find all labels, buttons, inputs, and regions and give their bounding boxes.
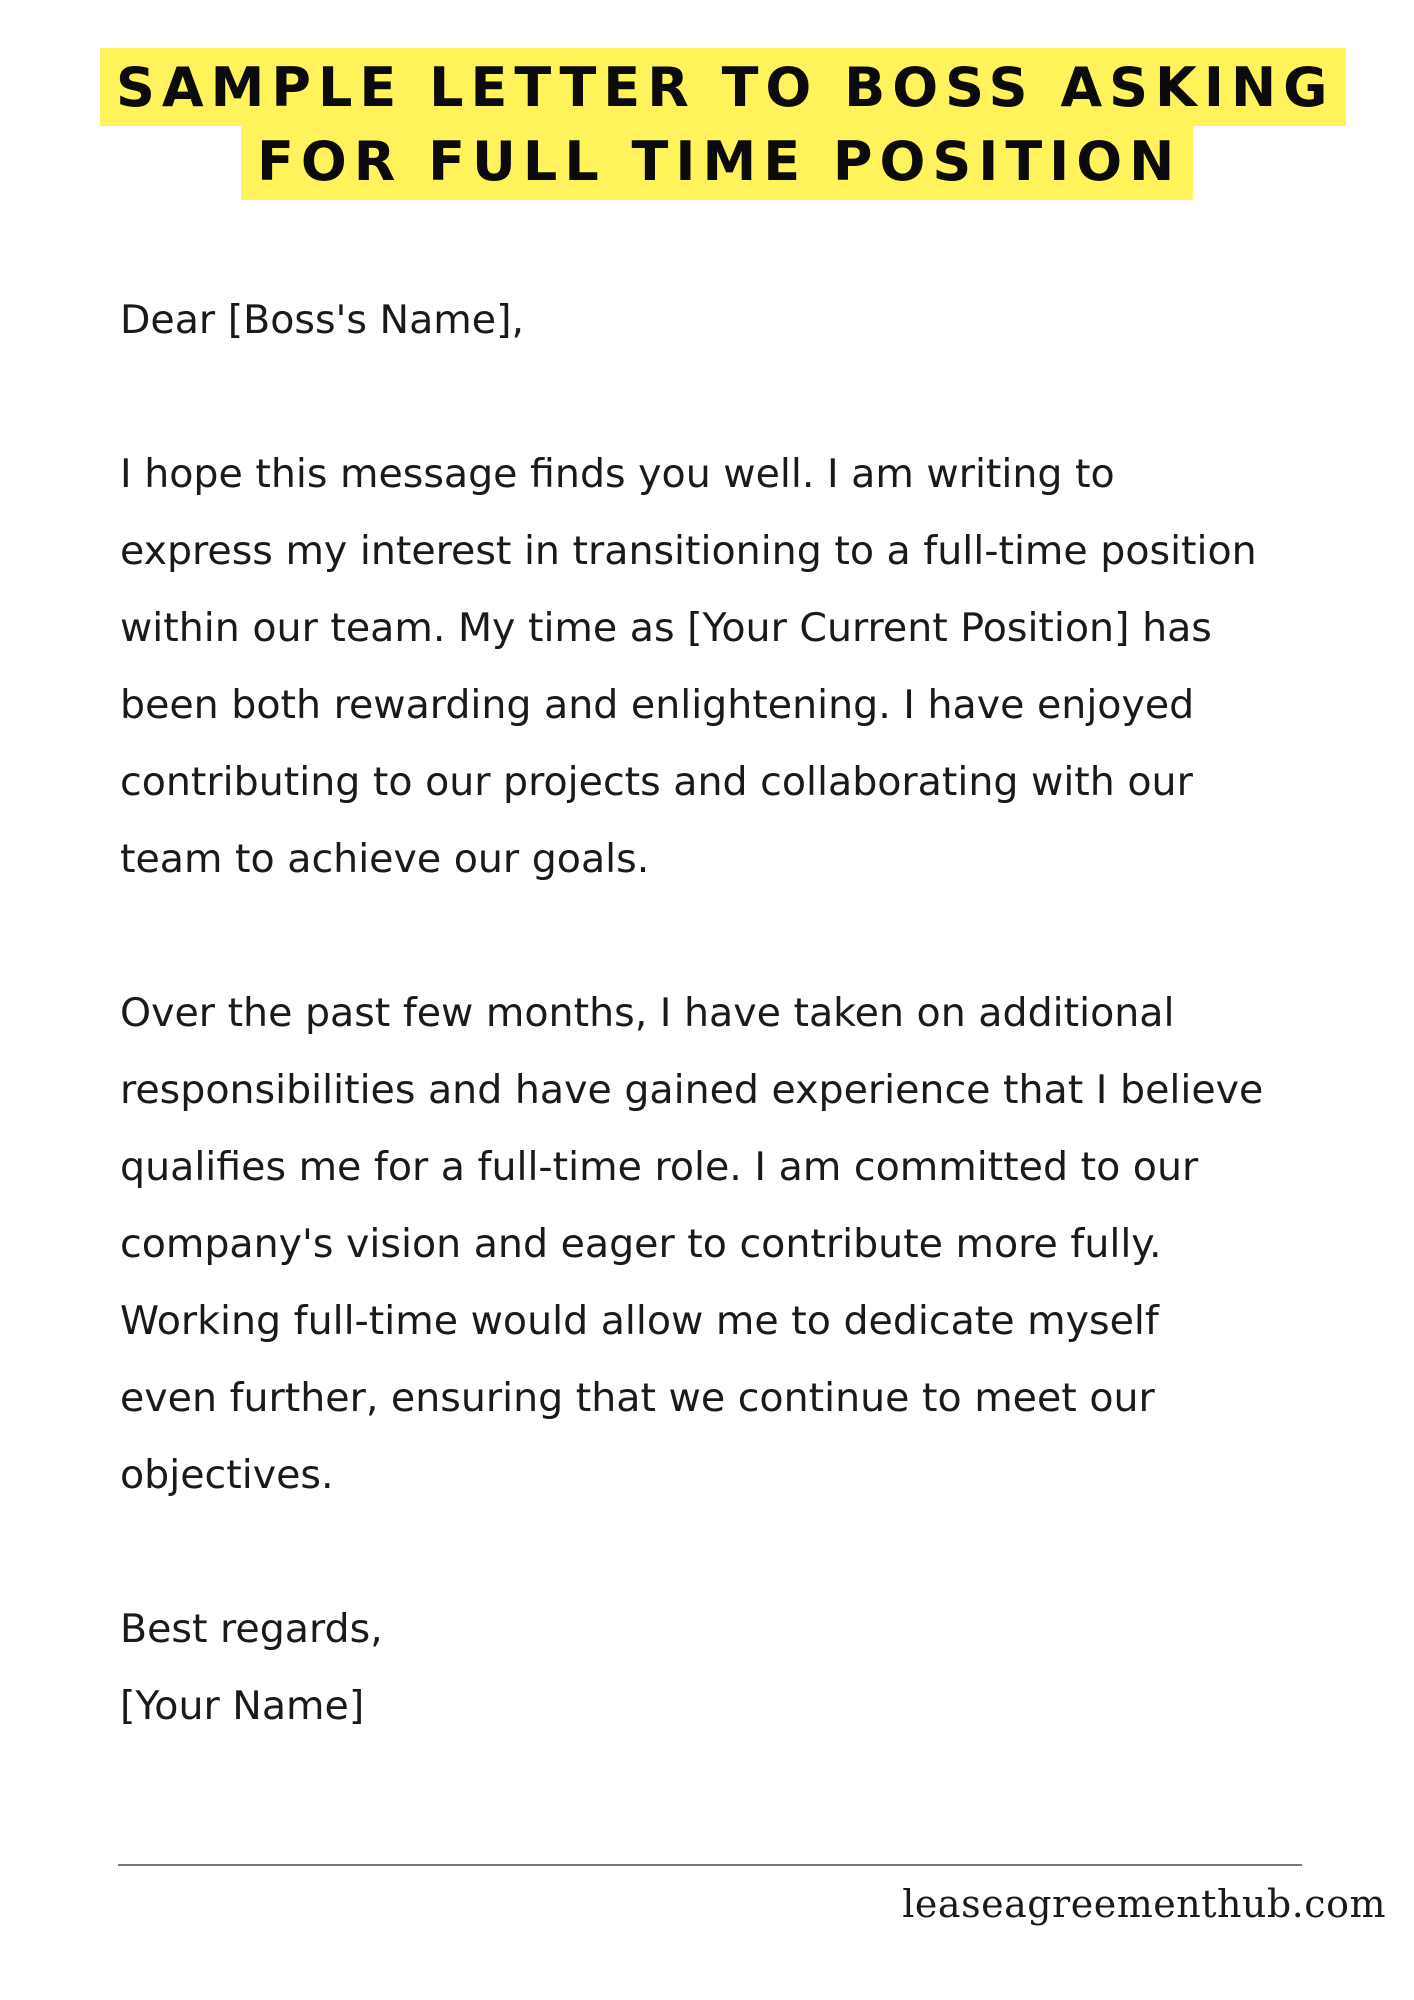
title-line-1: SAMPLE LETTER TO BOSS ASKING xyxy=(100,48,1346,126)
paragraph-1-line: contributing to our projects and collaborating with our xyxy=(120,759,1193,805)
paragraph-2-line: Working full-time would allow me to dedicate myself xyxy=(120,1298,1159,1344)
paragraph-1-line: I hope this message finds you well. I am writing to xyxy=(120,451,1115,497)
paragraph-1-line: express my interest in transitioning to a full-time position xyxy=(120,528,1257,574)
title-line-2: FOR FULL TIME POSITION xyxy=(241,122,1193,200)
paragraph-2-line: objectives. xyxy=(120,1452,334,1498)
paragraph-2-line: Over the past few months, I have taken on additional xyxy=(120,990,1175,1036)
paragraph-2-line: qualifies me for a full-time role. I am committed to our xyxy=(120,1144,1199,1190)
paragraph-2-line: responsibilities and have gained experience that I believe xyxy=(120,1067,1264,1113)
letter-body xyxy=(120,282,1350,1745)
spacer xyxy=(120,1514,1350,1591)
paragraph-2-line: even further, ensuring that we continue to meet our xyxy=(120,1375,1155,1421)
paragraph-1-line: within our team. My time as [Your Current Position] has xyxy=(120,605,1212,651)
paragraph-1-line: been both rewarding and enlightening. I have enjoyed xyxy=(120,682,1195,728)
paragraph-1-line: team to achieve our goals. xyxy=(120,836,650,882)
spacer xyxy=(120,359,1350,436)
salutation: Dear [Boss's Name], xyxy=(120,297,525,343)
paragraph-1 xyxy=(120,436,1350,898)
paragraph-2-line: company's vision and eager to contribute more fully. xyxy=(120,1221,1162,1267)
footer-website: leaseagreementhub.com xyxy=(902,1882,1386,1926)
footer-divider xyxy=(118,1864,1302,1866)
closing: Best regards, xyxy=(120,1606,383,1652)
paragraph-2 xyxy=(120,975,1350,1514)
signature: [Your Name] xyxy=(120,1683,365,1729)
spacer xyxy=(120,898,1350,975)
